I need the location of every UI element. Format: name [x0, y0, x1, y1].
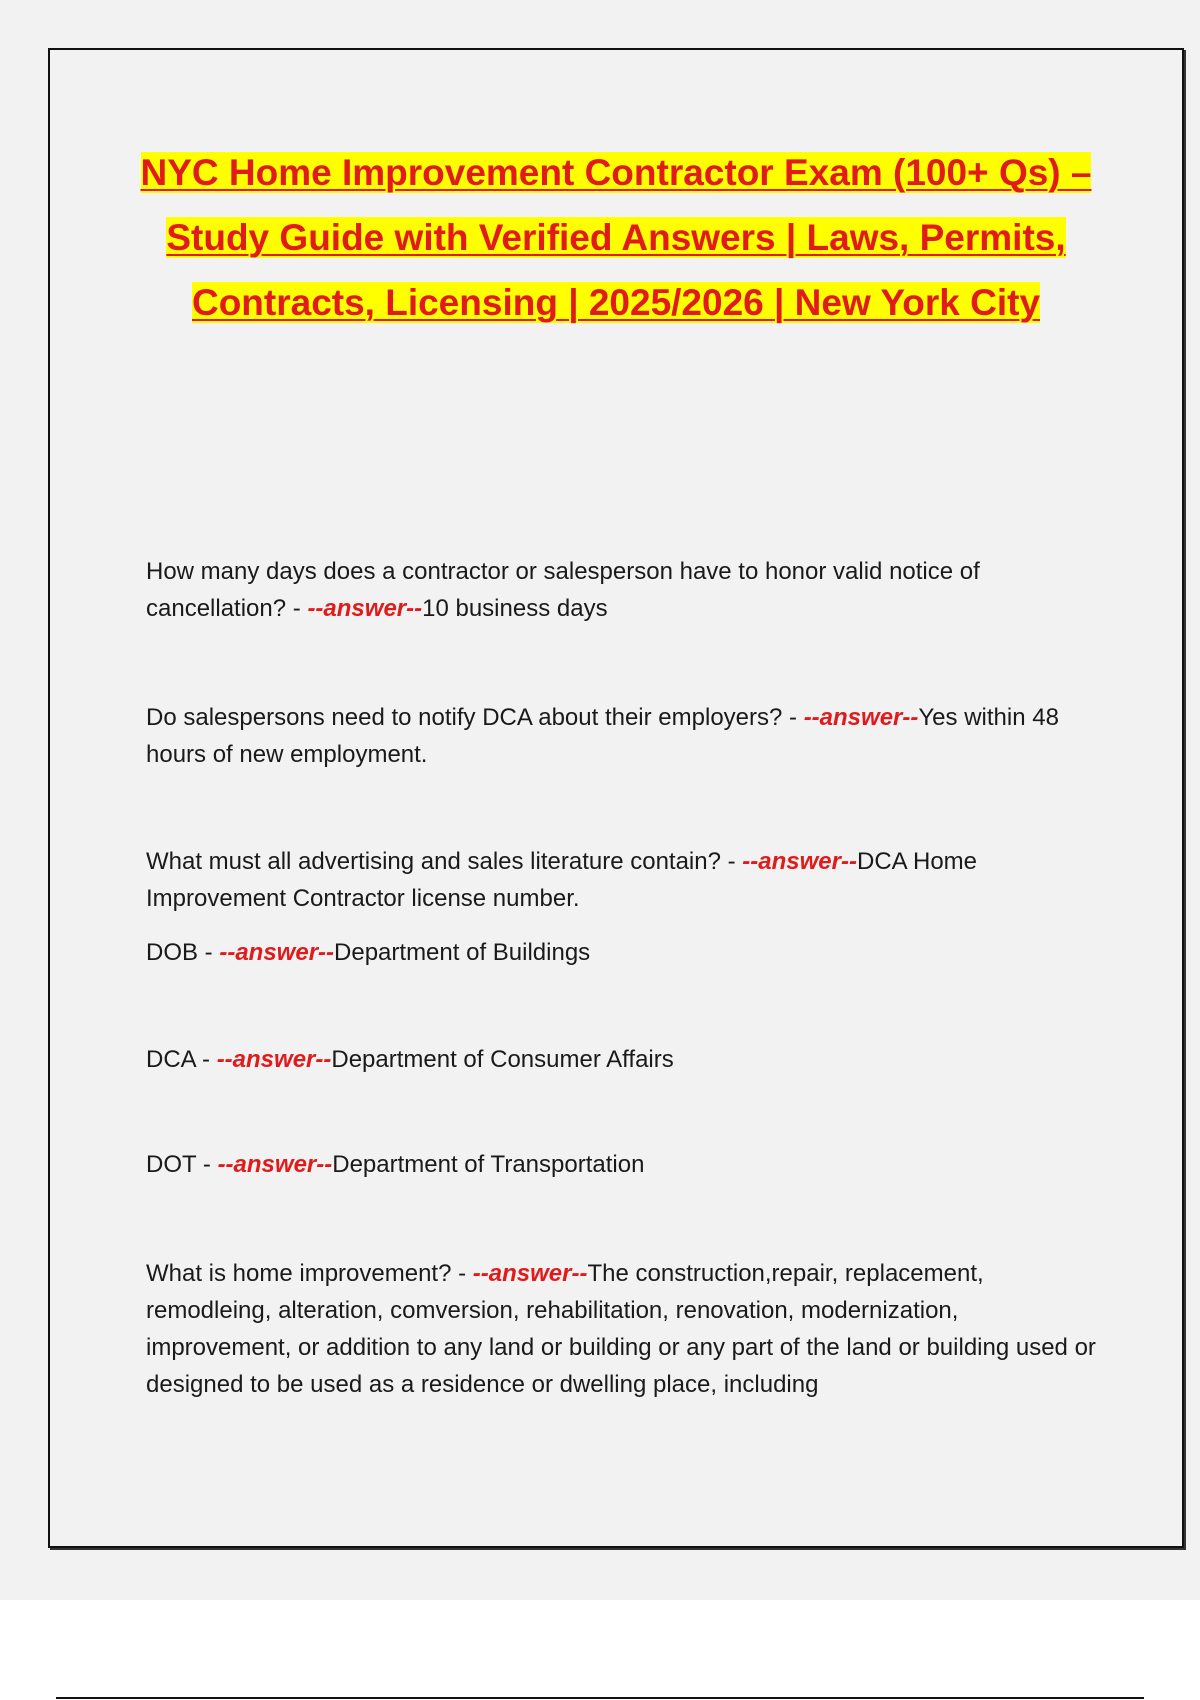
answer-text: Department of Transportation	[332, 1151, 645, 1178]
answer-text: The construction,repair, replacement, remodleing, alteration, comversion, rehabilitation, renovation, modernization, improvement, or addition to any land or building or any part of the land or building used or designed to be used as a residence or dwelling place, including	[146, 1260, 1096, 1398]
question-text: DOB -	[146, 939, 220, 966]
question-text: Do salespersons need to notify DCA about their employers? -	[146, 704, 804, 731]
question-text: What must all advertising and sales literature contain? -	[146, 848, 743, 875]
answer-tag: --answer--	[472, 1260, 588, 1287]
question-text: DOT -	[146, 1151, 218, 1178]
answer-tag: --answer--	[219, 939, 335, 966]
question-text: DCA -	[146, 1046, 217, 1073]
qa-item	[146, 1041, 1096, 1078]
answer-text: Yes within 48 hours of new employment.	[146, 704, 1059, 768]
title-block	[120, 144, 1112, 339]
answer-tag: --answer--	[307, 595, 423, 622]
question-text: What is home improvement? -	[146, 1260, 473, 1287]
answer-tag: --answer--	[803, 704, 919, 731]
qa-item	[146, 699, 1096, 773]
answer-text: 10 business days	[422, 595, 608, 622]
qa-item	[146, 553, 1096, 627]
answer-text: DCA Home Improvement Contractor license number.	[146, 848, 978, 912]
qa-item	[146, 1255, 1096, 1403]
qa-item	[146, 934, 1096, 971]
answer-tag: --answer--	[216, 1046, 332, 1073]
answer-tag: --answer--	[217, 1151, 333, 1178]
document-title: NYC Home Improvement Contractor Exam (100+ Qs) – Study Guide with Verified Answers | Laws, Permits, Contracts, Licensing | 2025/2026 | New York City	[140, 152, 1092, 323]
qa-item	[146, 843, 1096, 917]
answer-text: Department of Buildings	[334, 939, 591, 966]
answer-text: Department of Consumer Affairs	[331, 1046, 674, 1073]
answer-tag: --answer--	[742, 848, 857, 875]
qa-item	[146, 1146, 1096, 1183]
question-text: How many days does a contractor or salesperson have to honor valid notice of cancellation? -	[146, 558, 980, 622]
footer-divider	[56, 1697, 1144, 1699]
